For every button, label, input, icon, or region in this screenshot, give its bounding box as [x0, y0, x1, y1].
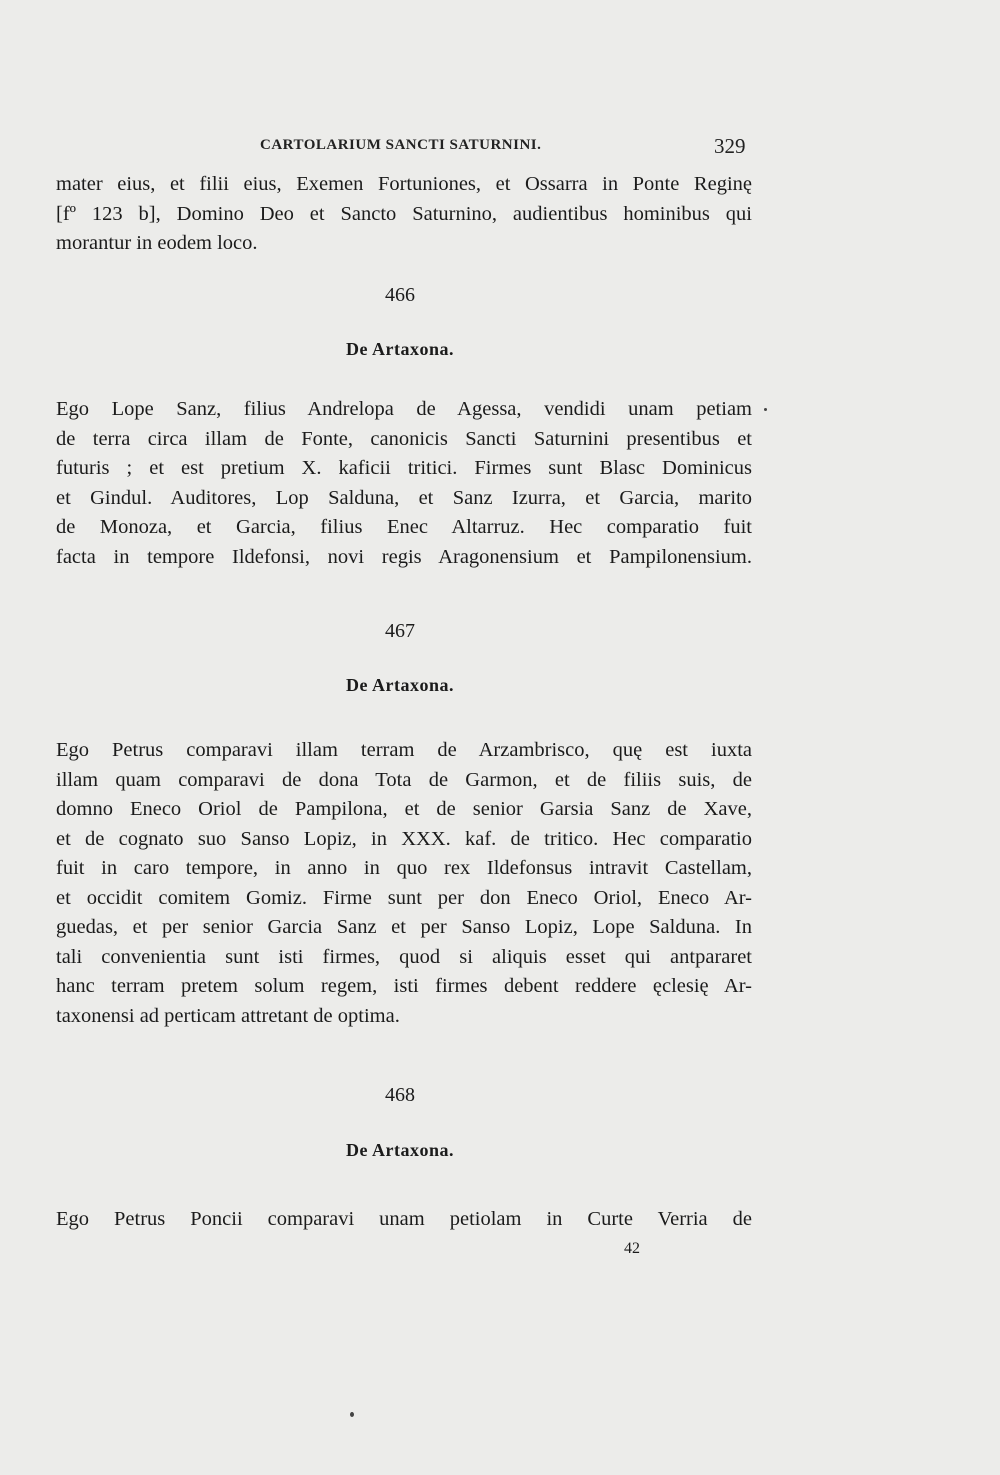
charter-heading: De Artaxona. — [346, 675, 454, 695]
text-line: fuit in caro tempore, in anno in quo rex Ildefonsus intravit Castellam, — [56, 857, 752, 879]
text-line: hanc terram pretem solum regem, isti firmes debent reddere ęclesię Ar- — [56, 975, 752, 997]
text-line: facta in tempore Ildefonsi, novi regis Aragonensium et Pampilonensium. — [56, 545, 752, 568]
text-line: et de cognato suo Sanso Lopiz, in XXX. kaf. de tritico. Hec comparatio — [56, 827, 752, 850]
charter-text — [56, 1205, 752, 1235]
ink-speck — [350, 1412, 354, 1417]
text-line: futuris ; et est pretium X. kaficii tritici. Firmes sunt Blasc Dominicus — [56, 457, 752, 479]
text-line: Ego Lope Sanz, filius Andrelopa de Agessa, vendidi unam petiam — [56, 398, 752, 420]
page-number: 329 — [714, 134, 746, 158]
charter-heading: De Artaxona. — [346, 1140, 454, 1160]
signature-mark: 42 — [624, 1240, 640, 1257]
text-line: morantur in eodem loco. — [56, 232, 258, 254]
charter-number: 466 — [385, 284, 415, 306]
charter-number: 467 — [385, 620, 415, 642]
text-line: de terra circa illam de Fonte, canonicis Sancti Saturnini presentibus et — [56, 427, 752, 450]
text-line: guedas, et per senior Garcia Sanz et per Sanso Lopiz, Lope Salduna. In — [56, 916, 752, 938]
text-line: tali convenientia sunt isti firmes, quod si aliquis esset qui antpararet — [56, 945, 752, 968]
text-line: et occidit comitem Gomiz. Firme sunt per don Eneco Oriol, Eneco Ar- — [56, 886, 752, 909]
charter-number: 468 — [385, 1084, 415, 1106]
text-line: Ego Petrus comparavi illam terram de Arzambrisco, quę est iuxta — [56, 739, 752, 761]
text-line: taxonensi ad perticam attretant de optima. — [56, 1004, 400, 1027]
text-line: et Gindul. Auditores, Lop Salduna, et Sanz Izurra, et Garcia, marito — [56, 486, 752, 509]
text-line: domno Eneco Oriol de Pampilona, et de senior Garsia Sanz de Xave, — [56, 798, 752, 820]
charter-text — [56, 395, 752, 572]
charter-heading: De Artaxona. — [346, 339, 454, 359]
running-title: CARTOLARIUM SANCTI SATURNINI. — [260, 137, 542, 153]
intro-paragraph — [56, 170, 752, 259]
text-line: mater eius, et filii eius, Exemen Fortuniones, et Ossarra in Ponte Reginę — [56, 173, 752, 195]
text-line: illam quam comparavi de dona Tota de Garmon, et de filiis suis, de — [56, 768, 752, 791]
ink-speck — [764, 408, 767, 411]
text-line: Ego Petrus Poncii comparavi unam petiolam in Curte Verria de — [56, 1208, 752, 1230]
text-line: [fº 123 b], Domino Deo et Sancto Saturnino, audientibus hominibus qui — [56, 202, 752, 225]
charter-text — [56, 736, 752, 1031]
text-line: de Monoza, et Garcia, filius Enec Altarruz. Hec comparatio fuit — [56, 516, 752, 538]
